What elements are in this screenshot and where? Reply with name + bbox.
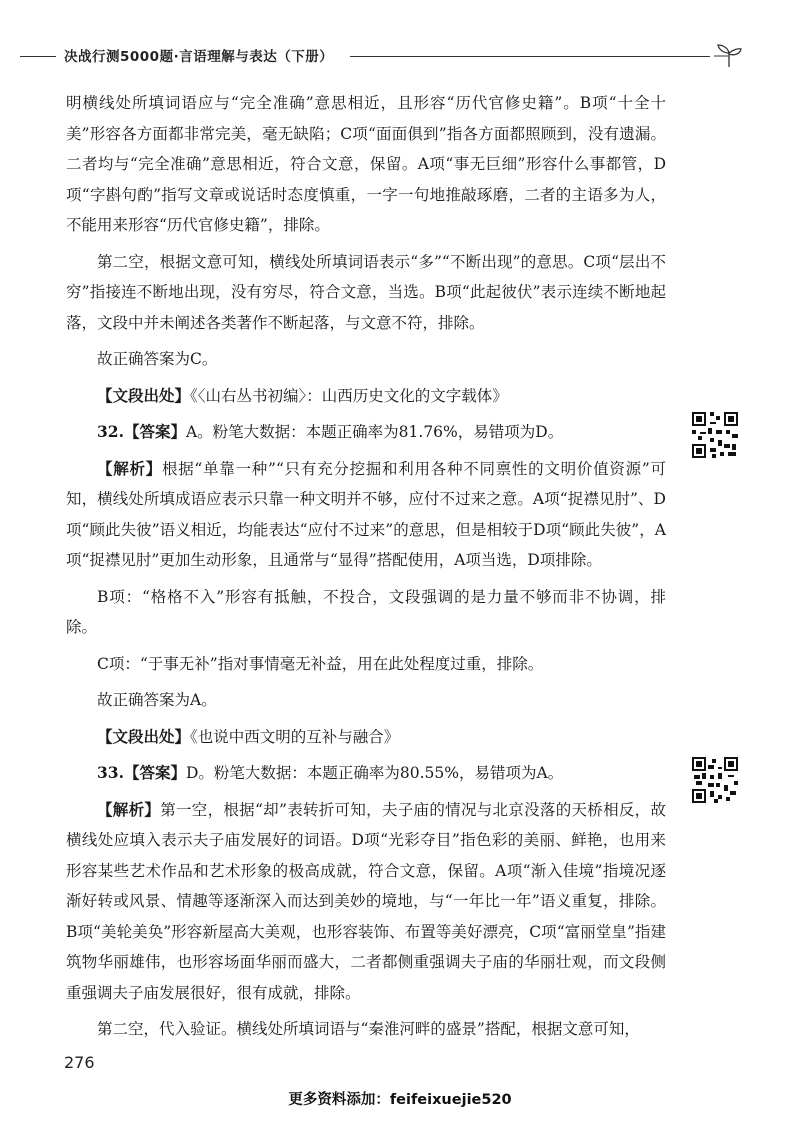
qr-code-icon[interactable] [690,410,740,460]
footer-note: 更多资料添加：feifeixuejie520 [288,1092,512,1108]
running-header [0,42,800,72]
analysis-label: 【解析】 [97,458,162,478]
analysis-text: 第一空，根据“却”表转折可知，夫子庙的情况与北京没落的天桥相反，故横线处应填入表示夫子庙发展好的词语。D项“光彩夺目”指色彩的美丽、鲜艳，也用来形容某些艺术作品和艺术形象的极高成就，符合文意，保留。A项“渐入佳境”指境况逐渐好转或风景、情趣等逐渐深入而达到美妙的境地，与“一年比一年”语义重复，排除。B项“美轮美奂”形容新屋高大美观，也形容装饰、布置等美好漂亮，C项“富丽堂皇”指建筑物华丽雄伟，也形容场面华丽而盛大，二者都侧重强调夫子庙的华丽壮观，而文段侧重强调夫子庙发展很好，很有成就，排除。 [66,800,666,1002]
answer-text: A。粉笔大数据：本题正确率为81.76%，易错项为D。 [185,423,564,441]
source-label: 【文段出处】 [97,726,191,746]
analysis-text: 根据“单靠一种”“只有充分挖掘和利用各种不同禀性的文明价值资源”可知，横线处所填成语应表示只靠一种文明并不够，应付不过来之意。A项“捉襟见肘”、D项“顾此失彼”语义相近，均能表达“应付不过来”的意思，但是相较于D项“顾此失彼”，A项“捉襟见肘”更加生动形象，且通常与“显得”搭配使用，A项当选，D项排除。 [66,459,666,569]
source-label: 【文段出处】 [97,385,191,405]
answer-label: 33.【答案】 [97,763,186,782]
sprout-icon [714,42,744,68]
q31-source [66,381,666,412]
answer-label: 32.【答案】 [97,422,186,441]
q32-analysis [66,454,666,576]
paragraph-q31-blank1: 明横线处所填词语应与“完全准确”意思相近，且形容“历代官修史籍”。B项“十全十美”形容各方面都非常完美，毫无缺陷；C项“面面俱到”指各方面都照顾到，没有遗漏。二者均与“完全准确”意思相近，符合文意，保留。A项“事无巨细”形容什么事都管，D项“字斟句酌”指写文章或说话时态度慎重，一字一句地推敲琢磨，二者的主语多为人，不能用来形容“历代官修史籍”，排除。 [66,94,666,234]
page-number: 276 [64,1053,95,1072]
header-title: 决战行测5000题·言语理解与表达（下册） [64,49,334,65]
paragraph-q31-conclusion: 故正确答案为C。 [97,350,218,368]
header-rule-right [350,56,710,57]
analysis-label: 【解析】 [97,799,161,819]
header-rule-left [20,56,56,57]
q33-answer [66,758,666,789]
q32-source [66,722,666,753]
body-text [66,88,666,1045]
q32-answer [66,417,666,448]
answer-text: D。粉笔大数据：本题正确率为80.55%，易错项为A。 [185,764,564,782]
qr-code-icon[interactable] [690,755,740,805]
q32-option-b: B项：“格格不入”形容有抵触，不投合，文段强调的是力量不够而非不协调，排除。 [66,587,666,636]
paragraph-q31-blank2: 第二空，根据文意可知，横线处所填词语表示“多”“不断出现”的意思。C项“层出不穷”指接连不断地出现，没有穷尽，符合文意，当选。B项“此起彼伏”表示连续不断地起落，文段中并未阐述各类著作不断起落，与文意不符，排除。 [66,252,666,332]
q32-option-c: C项：“于事无补”指对事情毫无补益，用在此处程度过重，排除。 [97,654,544,673]
q33-second-blank: 第二空，代入验证。横线处所填词语与“秦淮河畔的盛景”搭配，根据文意可知， [97,1020,640,1038]
q33-analysis [66,795,666,1009]
source-text: 《〈山右丛书初编〉：山西历史文化的文字载体》 [190,386,508,405]
q32-conclusion: 故正确答案为A。 [97,691,217,709]
source-text: 《也说中西文明的互补与融合》 [190,727,400,746]
